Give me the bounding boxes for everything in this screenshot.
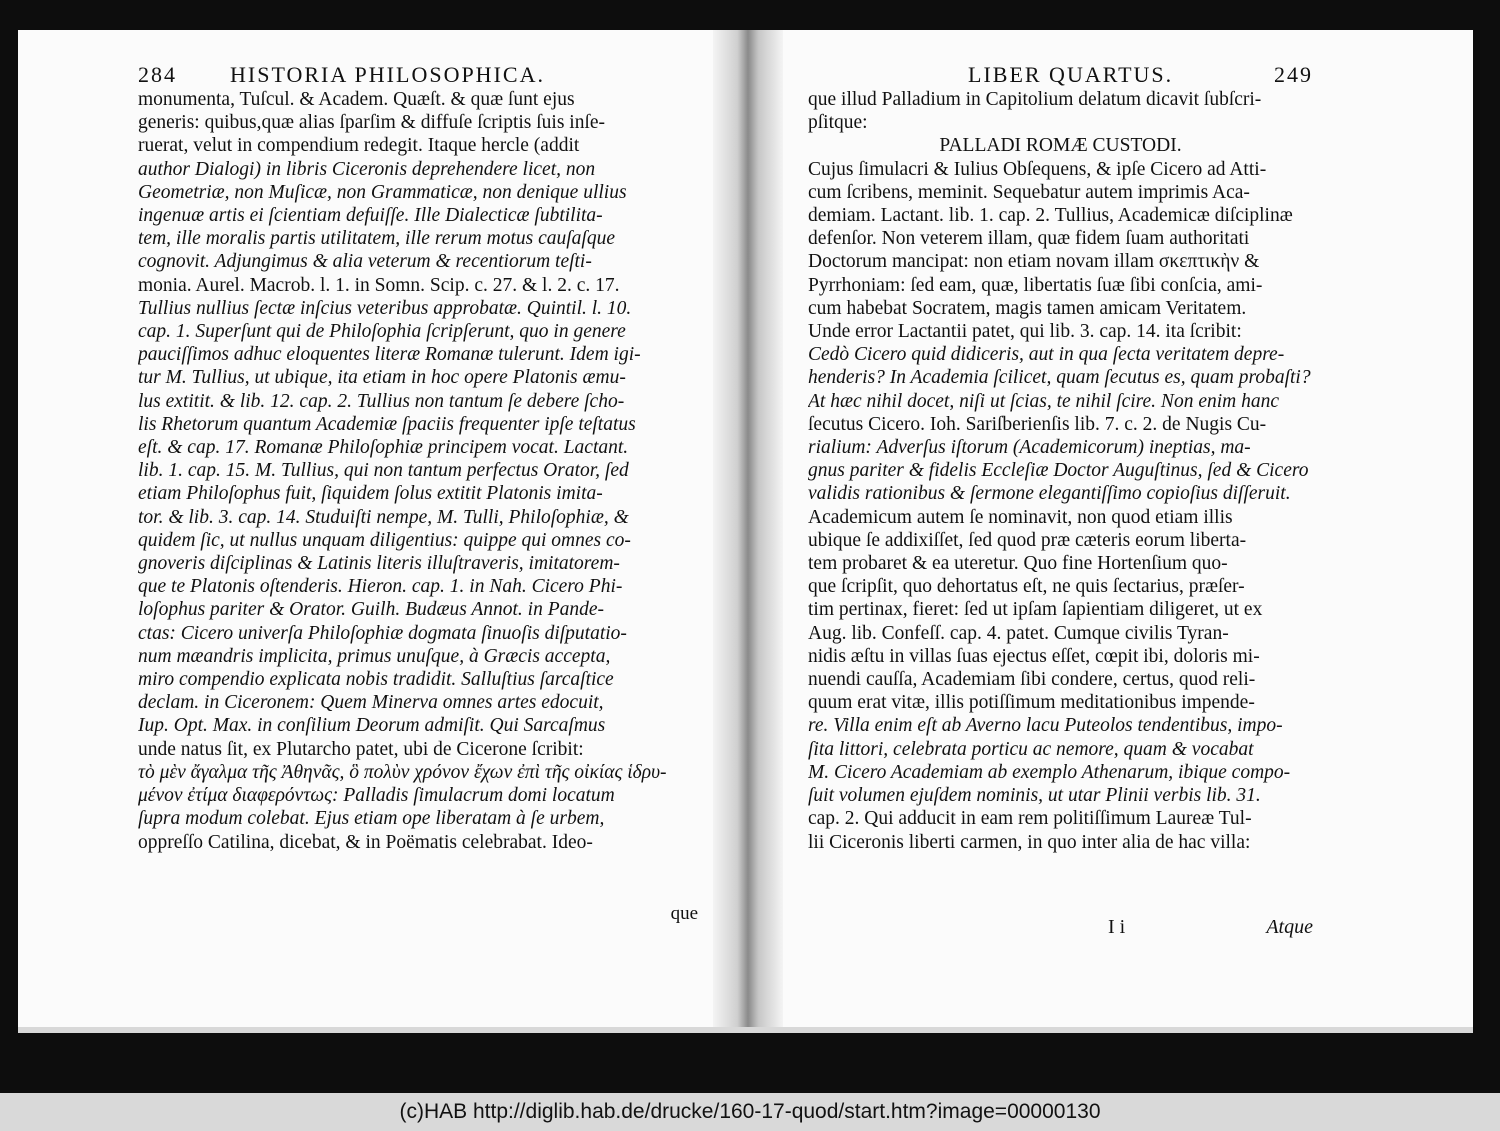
text-line: tor. & lib. 3. cap. 14. Studuiſti nempe, M. Tulli, Philoſophiæ, & [138,506,629,528]
left-running-head [138,62,698,88]
text-line: cap. 2. Qui adducit in eam rem politiſſimum Laureæ Tul- [808,808,1252,830]
left-catchword: que [670,903,698,924]
text-line: monumenta, Tuſcul. & Academ. Quæſt. & quæ ſunt ejus [138,89,575,110]
text-line: τὸ μὲν ἄγαλμα τῆς Ἀθηνᾶς, ὃ πολὺν χρόνον ἔχων ἐπὶ τῆς οἰκίας ἱδρυ- [138,761,667,783]
left-page-body [138,88,698,854]
text-line: que te Platonis oſtenderis. Hieron. cap. 1. in Nah. Cicero Phi- [138,576,623,598]
text-line: defenſor. Non veterem illam, quæ fidem ſuam authoritati [808,228,1250,250]
text-line: gnoveris diſciplinas & Latinis literis illuſtraveris, imitatorem- [138,553,620,575]
text-line: pauciſſimos adhuc eloquentes literæ Romanæ tulerunt. Idem igi- [138,344,641,366]
text-line: quidem ſic, ut nullus unquam diligentius: quippe qui omnes co- [138,529,631,551]
text-line: tem probaret & ea uteretur. Quo fine Hortenſium quo- [808,553,1228,575]
text-line: tem, ille moralis partis utilitatem, ille rerum motus cauſaſque [138,228,615,250]
text-line: nidis æſtu in villas ſuas ejectus eſſet, cœpit ibi, doloris mi- [808,645,1260,667]
right-signature-mark: I i [1108,916,1126,938]
right-page-body [808,88,1313,854]
text-line: author Dialogi) in libris Ciceronis deprehendere licet, non [138,158,596,180]
book-spread [18,30,1473,1033]
text-line: Tullius nullius ſectæ inſcius veteribus approbatæ. Quintil. l. 10. [138,297,632,319]
text-line: ctas: Cicero univerſa Philoſophiæ dogmata ſinuoſis diſputatio- [138,622,627,644]
page-bottom-edge [18,1027,1473,1033]
text-line: lis Rhetorum quantum Academiæ ſpaciis frequenter ipſe teſtatus [138,413,636,435]
text-line: Cujus ſimulacri & Iulius Obſequens, & ipſe Cicero ad Atti- [808,158,1267,180]
left-running-title: HISTORIA PHILOSOPHICA. [230,62,545,87]
text-line: tim pertinax, fieret: ſed ut ipſam ſapientiam diligeret, ut ex [808,599,1263,621]
text-line: cap. 1. Superſunt qui de Philoſophia ſcripſerunt, quo in genere [138,321,626,343]
text-line: ſita littori, celebrata porticu ac nemore, quam & vocabat [808,738,1254,760]
text-line: henderis? In Academia ſcilicet, quam ſecutus es, quam probaſti? [808,367,1311,389]
text-line: eſt. & cap. 17. Romanæ Philoſophiæ principem vocat. Lactant. [138,437,629,459]
book-gutter [713,30,783,1033]
text-line: Iup. Opt. Max. in conſilium Deorum admiſit. Qui Sarcaſmus [138,715,606,737]
right-catchword: Atque [1266,916,1313,938]
text-line: ingenuæ artis ei ſcientiam defuiſſe. Ille Dialecticæ ſubtilita- [138,205,603,227]
text-line: cum ſcribens, meminit. Sequebatur autem imprimis Aca- [808,181,1250,203]
right-running-title: LIBER QUARTUS. [968,62,1174,87]
text-line: lii Ciceronis liberti carmen, in quo inter alia de hac villa: [808,831,1251,853]
text-line: pſitque: [808,112,868,134]
text-line: Unde error Lactantii patet, qui lib. 3. cap. 14. ita ſcribit: [808,321,1242,343]
text-line: rialium: Adverſus iſtorum (Academicorum) ineptias, ma- [808,437,1251,459]
text-line: ſuit volumen ejuſdem nominis, ut utar Plinii verbis lib. 31. [808,785,1261,807]
text-line: μένον ἐτίμα διαφερόντως: Palladis ſimulacrum domi locatum [138,785,615,807]
text-line: etiam Philoſophus fuit, ſiquidem ſolus extitit Platonis imita- [138,483,603,505]
text-line: declam. in Ciceronem: Quem Minerva omnes artes edocuit, [138,692,604,714]
text-line: lus extitit. & lib. 12. cap. 2. Tullius non tantum ſe debere ſcho- [138,390,625,412]
text-line: gnus pariter & fidelis Eccleſiæ Doctor Auguſtinus, ſed & Cicero [808,460,1309,482]
text-line: que illud Palladium in Capitolium delatum dicavit ſubſcri- [808,89,1262,110]
text-line: M. Cicero Academiam ab exemplo Athenarum, ibique compo- [808,761,1291,783]
text-line: Doctorum mancipat: non etiam novam illam σκεπτικὴν & [808,251,1260,273]
text-line: que ſcripſit, quo dehortatus eſt, ne quis ſectarius, præſer- [808,576,1245,598]
text-line: num mæandris implicita, primus unuſque, à Græcis accepta, [138,645,611,667]
right-page-number: 249 [1274,62,1313,87]
text-line: Pyrrhoniam: ſed eam, quæ, libertatis ſuæ ſibi conſcia, ami- [808,274,1263,296]
text-line: cum habebat Socratem, magis tamen amicam Veritatem. [808,297,1247,319]
copyright-footer: (c)HAB http://diglib.hab.de/drucke/160-17-quod/start.htm?image=00000130 [0,1093,1500,1131]
text-line: re. Villa enim eſt ab Averno lacu Puteolos tendentibus, impo- [808,715,1283,737]
text-line: tur M. Tullius, ut ubique, ita etiam in hoc opere Platonis æmu- [138,367,626,389]
left-page-number: 284 [138,62,177,87]
text-line: PALLADI ROMÆ CUSTODI. [939,135,1182,157]
text-line: ſecutus Cicero. Ioh. Sariſberienſis lib. 7. c. 2. de Nugis Cu- [808,413,1267,435]
text-line: ſupra modum colebat. Ejus etiam ope liberatam à ſe urbem, [138,808,605,830]
text-line: validis rationibus & ſermone elegantiſſimo copioſius diſſeruit. [808,483,1291,505]
text-line: unde natus ſit, ex Plutarcho patet, ubi de Cicerone ſcribit: [138,738,584,760]
text-line: miro compendio explicata nobis tradidit. Salluſtius ſarcaſtice [138,669,614,691]
text-line: generis: quibus,quæ alias ſparſim & diffuſe ſcriptis ſuis inſe- [138,112,606,134]
text-line: loſophus pariter & Orator. Guilh. Budæus Annot. in Pande- [138,599,605,621]
text-line: Cedò Cicero quid didiceris, aut in qua ſecta veritatem depre- [808,344,1285,366]
text-line: quum erat vitæ, illis potiſſimum meditationibus impende- [808,692,1255,714]
text-line: demiam. Lactant. lib. 1. cap. 2. Tullius, Academicæ diſciplinæ [808,205,1293,227]
text-line: ubique ſe addixiſſet, ſed quod præ cæteris eorum liberta- [808,529,1247,551]
text-line: oppreſſo Catilina, dicebat, & in Poëmatis celebrabat. Ideo- [138,831,593,853]
text-line: cognovit. Adjungimus & alia veterum & recentiorum teſti- [138,251,592,273]
text-line: nuendi cauſſa, Academiam ſibi condere, certus, quod reli- [808,669,1256,691]
text-line: lib. 1. cap. 15. M. Tullius, qui non tantum perfectus Orator, ſed [138,460,629,482]
text-line: Geometriæ, non Muſicæ, non Grammaticæ, non denique ullius [138,181,627,203]
text-line: monia. Aurel. Macrob. l. 1. in Somn. Scip. c. 27. & l. 2. c. 17. [138,274,620,296]
right-running-head [808,62,1313,88]
text-line: At hæc nihil docet, niſi ut ſcias, te nihil ſcire. Non enim hanc [808,390,1279,412]
text-line: Aug. lib. Confeſſ. cap. 4. patet. Cumque civilis Tyran- [808,622,1229,644]
text-line: Academicum autem ſe nominavit, non quod etiam illis [808,506,1233,528]
text-line: ruerat, velut in compendium redegit. Itaque hercle (addit [138,135,580,157]
